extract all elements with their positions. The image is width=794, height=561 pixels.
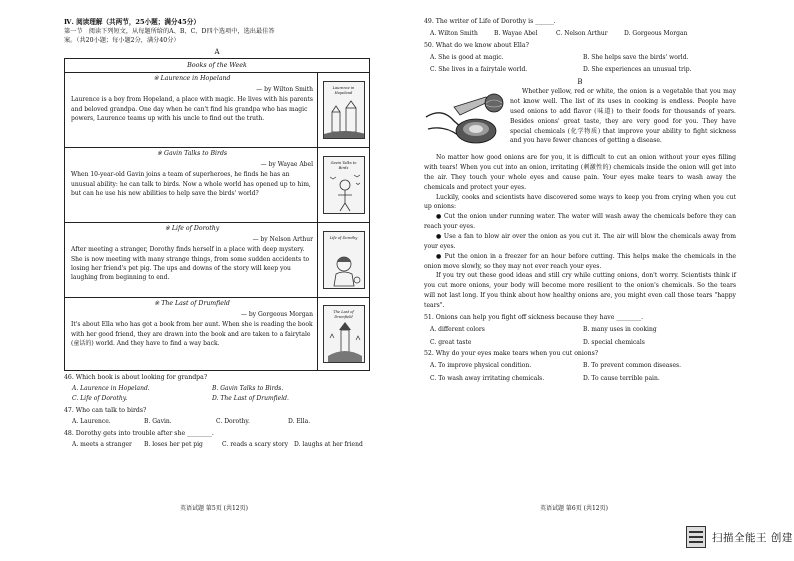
option[interactable]: C. Nelson Arthur [556, 29, 608, 37]
option[interactable]: A. different colors [430, 325, 485, 333]
passage-a-label: A [214, 47, 220, 56]
book-title: ※ The Last of Drumfield [154, 299, 230, 307]
question-52-options [424, 362, 736, 383]
section-instruction-2: 案。（共20小题；每小题2分，满分40分） [64, 36, 180, 44]
option[interactable]: A. meets a stranger [72, 440, 132, 448]
book-description: Laurence is a boy from Hopeland, a place with magic. He lives with his parents and beloved grandpa. One day when he can't find his grandpa who has magic powers, Laurence teams up with his uncle to find out the truth. [71, 96, 313, 122]
book-entry [65, 148, 369, 223]
option[interactable]: D. To cause terrible pain. [583, 374, 660, 382]
left-column [64, 18, 370, 449]
option[interactable]: C. To wash away irritating chemicals. [430, 374, 545, 382]
option[interactable]: B. many uses in cooking [583, 325, 657, 333]
option[interactable]: D. She experiences an unusual trip. [583, 66, 692, 74]
question-51-options [424, 326, 736, 347]
question-47-options [64, 418, 370, 427]
option[interactable]: B. Gavin. [144, 418, 172, 425]
castle-illustration-icon [324, 98, 365, 138]
book-title: ※ Gavin Talks to Birds [156, 149, 228, 157]
option[interactable]: B. Gavin Talks to Birds. [212, 384, 284, 392]
question-50-options [424, 54, 736, 75]
scanner-text: 扫描全能王 创建 [712, 531, 793, 544]
book-description: After meeting a stranger, Dorothy finds herself in a place with deep mystery. She is now meeting with many strange things, from some sudden accidents to losing her friend's pet pig. The ups and downs of the story will keep you laughing from beginning to end. [71, 246, 310, 282]
book-author: — by Gorgeous Morgan [240, 310, 313, 318]
book-title: ※ Life of Dorothy [164, 224, 220, 232]
option[interactable]: D. Gorgeous Morgan [624, 29, 688, 37]
option[interactable]: A. Laurence. [72, 418, 111, 425]
cover-title: The Last of Drumfield [333, 309, 354, 319]
book-author: — by Nelson Arthur [252, 235, 313, 243]
option[interactable]: C. great taste [430, 338, 472, 346]
question-46: 46. Which book is about looking for grandpa? [64, 373, 208, 381]
question-48-options [64, 441, 370, 450]
option[interactable]: D. laughs at her friend [294, 440, 363, 448]
option[interactable]: A. To improve physical condition. [430, 362, 532, 370]
option[interactable]: D. Ella. [288, 418, 311, 425]
book-entry [65, 223, 369, 298]
right-column [424, 18, 736, 384]
passage-paragraph: No matter how good onions are for you, it is difficult to cut an onion without your eyes filling with tears! When you cut into an onion, irritating (刺激性的) chemicals inside the onion will get into the air. They touch your whole eyes and cause pain. Your eyes make tears to wash away the chemicals and protect your eyes. [424, 154, 736, 191]
option[interactable]: C. reads a scary story [222, 440, 289, 448]
option[interactable]: B. To prevent common diseases. [583, 362, 681, 370]
book-entry [65, 73, 369, 148]
book-author: — by Wilton Smith [256, 85, 313, 93]
option[interactable]: D. special chemicals [583, 338, 645, 346]
boy-with-birds-icon [324, 169, 365, 213]
book-cover-image [323, 305, 365, 363]
passage-b [424, 87, 736, 311]
question-52: 52. Why do your eyes make tears when you cut onions? [424, 350, 599, 358]
book-cover-image [323, 156, 365, 214]
passage-bullet: ● Put the onion in a freezer for an hour before cutting. This helps make the chemicals in the onion move slowly, so they may not ever reach your eyes. [424, 252, 736, 270]
onion-cutting-image [424, 87, 506, 153]
passage-bullet: ● Use a fan to blow air over the onion as you cut it. The air will blow the chemicals away from your eyes. [424, 233, 736, 250]
books-heading: Books of the Week [65, 59, 369, 73]
question-49: 49. The writer of Life of Dorothy is ______. [424, 18, 556, 25]
option[interactable]: B. She helps save the birds' world. [583, 53, 689, 61]
passage-bullet: ● Cut the onion under running water. The water will wash away the chemicals before they can reach your eyes. [424, 213, 736, 231]
book-description: It's about Ella who has got a book from her aunt. When she is reading the book with her good friend, they are drawn into the book and are taken to a fairytale (童话的) world. And they have to find a way back. [71, 321, 313, 347]
option[interactable]: A. Wilton Smith [430, 29, 478, 37]
book-entry [65, 298, 369, 370]
question-47: 47. Who can talk to birds? [64, 407, 147, 415]
fairytale-tower-icon [324, 318, 365, 362]
option[interactable]: D. The Last of Drumfield. [212, 395, 289, 403]
passage-b-label: B [577, 78, 583, 87]
cover-title: Life of Dorothy [329, 235, 358, 240]
section-title: Ⅳ. 阅读理解（共两节，25小题；满分45分） [64, 18, 200, 26]
cover-title: Gavin Talks to Birds [330, 160, 357, 170]
option[interactable]: C. She lives in a fairytale world. [430, 66, 528, 74]
question-51: 51. Onions can help you fight off sickness because they have ________. [424, 313, 644, 321]
scanner-logo-icon [686, 526, 706, 548]
cover-title: Laurence in Hopeland [332, 85, 355, 95]
option[interactable]: B. loses her pet pig [144, 440, 203, 448]
book-author: — by Wayae Abel [260, 160, 313, 168]
section-instruction-1: 第一节 阅读下列短文，从每题所给的A、B、C、D四个选项中，选出最佳答 [64, 27, 275, 35]
book-cover-image [323, 81, 365, 139]
books-table [64, 58, 370, 371]
page-footer-right: 英语试题 第6页 (共12页) [540, 505, 608, 512]
question-48: 48. Dorothy gets into trouble after she ________. [64, 429, 214, 437]
onion-knife-icon [424, 87, 506, 153]
book-description: When 10-year-old Gavin joins a team of superheroes, he finds he has an unusual ability: he can talk to birds. Now a whole world has opened up to him, but can he use his new abilities to help save the birds' world? [71, 171, 311, 197]
option[interactable]: B. Wayae Abel [494, 29, 538, 37]
question-49-options [424, 30, 736, 39]
scanner-watermark [686, 526, 793, 548]
passage-paragraph: Whether yellow, red or white, the onion is a vegetable that you may not know well. The list of its uses in cooking is endless. People have used onions to add flavor (味道) to their foods for thousands of years. Besides onions' great taste, they are very good for you. They have special chemicals (化学物质) that improve your ability to fight sickness and you have fewer chances of getting a disease. [510, 88, 736, 145]
page-footer-left: 英语试题 第5页 (共12页) [180, 505, 248, 512]
question-50: 50. What do we know about Ella? [424, 41, 529, 49]
option[interactable]: C. Dorothy. [216, 418, 250, 425]
option[interactable]: A. She is good at magic. [430, 53, 504, 61]
passage-paragraph: Luckily, cooks and scientists have discovered some ways to keep you from crying when you cut up onions: [424, 193, 736, 211]
book-cover-image [323, 231, 365, 289]
question-46-options [64, 385, 370, 404]
option[interactable]: A. Laurence in Hopeland. [72, 384, 150, 392]
option[interactable]: C. Life of Dorothy. [72, 395, 128, 403]
girl-illustration-icon [324, 244, 365, 288]
book-title: ※ Laurence in Hopeland [153, 74, 231, 82]
passage-paragraph: If you try out these good ideas and still cry while cutting onions, don't worry. Scientists think if you cut more onions, your body will become more resilient to the onion's chemicals. So the tears will not last long. If you think about how healthy onions are, you might even call those tears "happy tears". [424, 272, 736, 310]
